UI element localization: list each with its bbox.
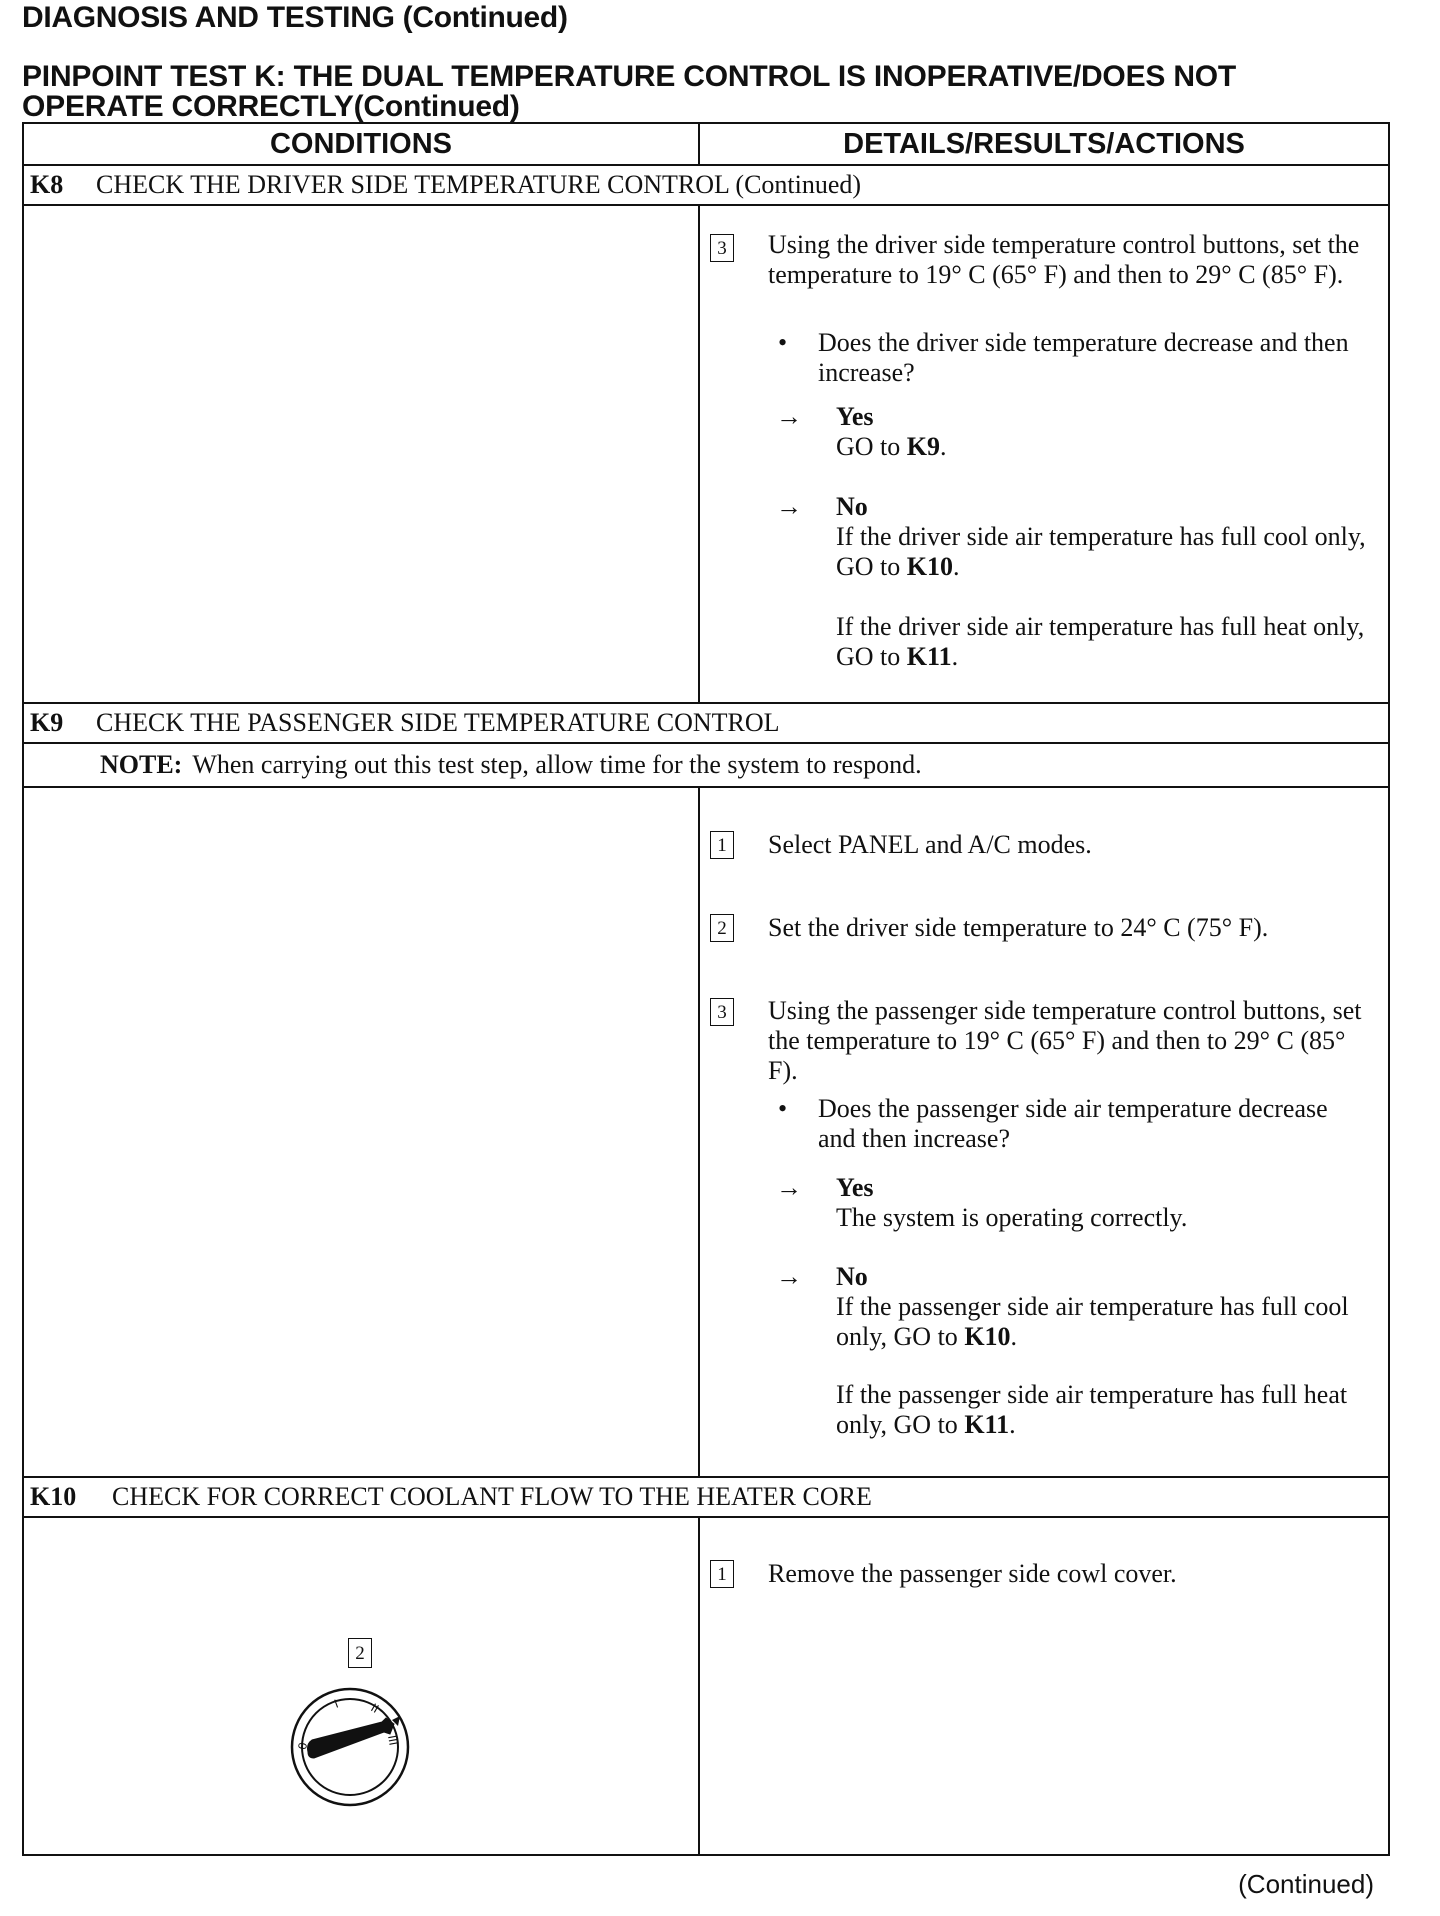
- step-number-box: 1: [710, 831, 734, 859]
- step-instruction: Using the driver side temperature control buttons, set the temperature to 19° C (65° F) and then to 29° C (85° F).: [768, 230, 1360, 289]
- details-cell-k8: [700, 206, 1388, 702]
- bullet-icon: •: [778, 328, 788, 357]
- step-reference: K10: [964, 1322, 1011, 1351]
- yes-action: GO to K9.: [836, 432, 947, 461]
- step-instruction: Remove the passenger side cowl cover.: [768, 1559, 1177, 1588]
- switch-position-2: II: [368, 1700, 382, 1716]
- note-text: When carrying out this test step, allow time for the system to respond.: [192, 750, 922, 779]
- step-row-k9: [24, 704, 1388, 744]
- no-action-heat: If the passenger side air temperature has full heat only, GO to K11.: [836, 1380, 1348, 1439]
- conditions-cell-k8: [24, 206, 700, 702]
- no-action-cool: If the passenger side air temperature has full cool only, GO to K10.: [836, 1292, 1349, 1351]
- no-action-cool: If the driver side air temperature has full cool only, GO to K10.: [836, 522, 1366, 581]
- step-instruction: Set the driver side temperature to 24° C (75° F).: [768, 913, 1269, 942]
- switch-position-1: I: [332, 1696, 341, 1711]
- step-title-k8: CHECK THE DRIVER SIDE TEMPERATURE CONTROL (Continued): [96, 170, 862, 199]
- step-number-box: 3: [710, 998, 734, 1026]
- yes-label: Yes: [836, 1173, 874, 1202]
- step-reference: K9: [906, 432, 941, 461]
- step-row-k8: [24, 166, 1388, 206]
- arrow-right-icon: →: [776, 402, 802, 431]
- section-title: DIAGNOSIS AND TESTING (Continued): [22, 1, 568, 34]
- pinpoint-test-title: PINPOINT TEST K: THE DUAL TEMPERATURE CONTROL IS INOPERATIVE/DOES NOT OPERATE CORRECTLY(Continued): [22, 60, 1237, 123]
- yes-action: The system is operating correctly.: [836, 1203, 1188, 1232]
- test-question: Does the passenger side air temperature decrease and then increase?: [818, 1094, 1328, 1153]
- document-header: [22, 0, 1422, 122]
- step-reference: K10: [906, 552, 954, 581]
- note-row-k9: [24, 744, 1388, 788]
- arrow-right-icon: →: [776, 1173, 802, 1202]
- no-label: No: [836, 1262, 868, 1291]
- step-number-box: 3: [710, 234, 734, 262]
- conditions-cell-k10: [24, 1518, 700, 1854]
- test-question: Does the driver side temperature decrease and then increase?: [818, 328, 1349, 387]
- step-instruction: Using the passenger side temperature control buttons, set the temperature to 19° C (65° F) and then to 29° C (85° F).: [768, 996, 1362, 1085]
- step-content-k10: [24, 1518, 1388, 1854]
- switch-position-0: 0: [295, 1741, 311, 1751]
- step-content-k9: [24, 788, 1388, 1478]
- ignition-switch-icon: [288, 1684, 418, 1810]
- no-action-heat: If the driver side air temperature has full heat only, GO to K11.: [836, 612, 1365, 671]
- step-number-box: 1: [710, 1560, 734, 1588]
- arrow-right-icon: →: [776, 1262, 802, 1291]
- step-id-k9: K9: [30, 708, 64, 737]
- figure-step-number-box: 2: [348, 1638, 372, 1668]
- step-reference: K11: [964, 1410, 1010, 1439]
- step-id-k8: K8: [30, 170, 64, 199]
- step-content-k8: [24, 206, 1388, 704]
- continued-footer: (Continued): [1238, 1869, 1374, 1899]
- no-label: No: [836, 492, 868, 521]
- step-title-k10: CHECK FOR CORRECT COOLANT FLOW TO THE HEATER CORE: [112, 1482, 872, 1511]
- step-title-k9: CHECK THE PASSENGER SIDE TEMPERATURE CONTROL: [96, 708, 780, 737]
- conditions-header: CONDITIONS: [269, 127, 453, 160]
- note-label: NOTE:: [100, 750, 183, 779]
- step-number-box: 2: [710, 914, 734, 942]
- step-instruction: Select PANEL and A/C modes.: [768, 830, 1092, 859]
- switch-position-3: III: [385, 1734, 401, 1747]
- arrow-right-icon: →: [776, 492, 802, 521]
- step-row-k10: [24, 1478, 1388, 1518]
- details-cell-k9: [700, 788, 1388, 1476]
- table-header-row: [24, 124, 1388, 166]
- pinpoint-test-table: [22, 122, 1390, 1856]
- step-id-k10: K10: [30, 1482, 77, 1511]
- bullet-icon: •: [778, 1094, 788, 1123]
- details-header: DETAILS/RESULTS/ACTIONS: [843, 127, 1245, 160]
- step-reference: K11: [906, 642, 952, 671]
- details-cell-k10: [700, 1518, 1388, 1854]
- yes-label: Yes: [836, 402, 874, 431]
- conditions-cell-k9: [24, 788, 700, 1476]
